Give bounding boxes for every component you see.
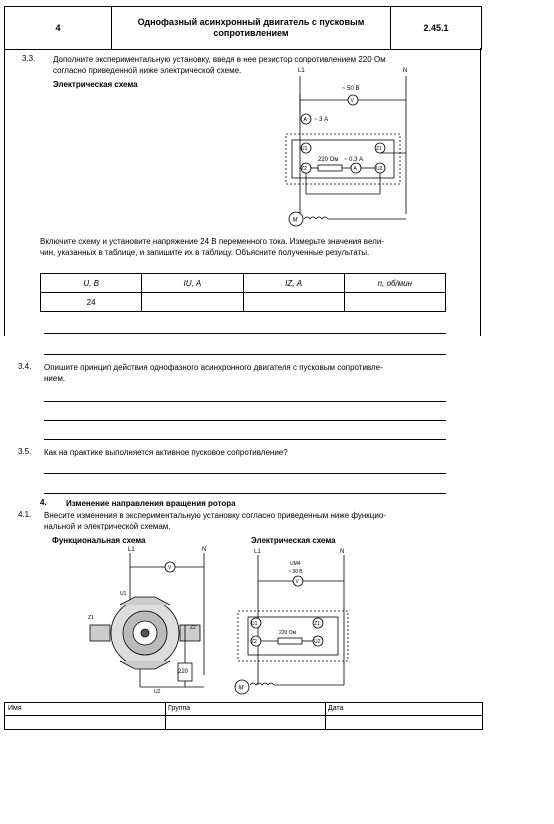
label-u1: U1 <box>120 591 127 597</box>
electrical-scheme-title: Электрическая схема <box>251 536 336 545</box>
task-text-line: Внесите изменения в экспериментальную установку согласно приведенным ниже функцио- <box>44 511 386 520</box>
label-u1: U1 <box>301 146 308 152</box>
table-header-cell: U, В <box>41 274 142 293</box>
label-ammeter-branch: A <box>353 166 357 172</box>
label-u2: U2 <box>154 689 161 695</box>
task-text-line: согласно приведенной ниже электрической схеме. <box>53 66 242 75</box>
answer-line[interactable] <box>44 354 446 355</box>
measurement-table <box>40 273 446 312</box>
electrical-scheme-2 <box>228 545 358 697</box>
answer-line[interactable] <box>44 420 446 421</box>
label-z1: Z1 <box>314 621 320 627</box>
table-row <box>41 293 446 312</box>
label-resistor: 220 <box>178 669 189 675</box>
label-l1: L1 <box>254 549 261 555</box>
footer-name-label: Имя <box>8 705 22 712</box>
functional-scheme <box>80 545 220 697</box>
label-l1: L1 <box>298 68 305 74</box>
label-resistor: 220 Ом <box>318 157 339 163</box>
group-field[interactable] <box>167 717 323 728</box>
footer-table <box>4 702 483 730</box>
task-number: 3.5. <box>18 447 32 456</box>
instruction-text <box>40 236 460 258</box>
section-4-title: Изменение направления вращения ротора <box>66 499 236 508</box>
label-z1: Z1 <box>376 146 382 152</box>
task-text-line: Опишите принцип действия однофазного асинхронного двигателя с пусковым сопротивле- <box>44 363 383 372</box>
table-cell[interactable] <box>344 293 445 312</box>
document-title: Однофазный асинхронный двигатель с пусковым сопротивлением <box>112 7 391 49</box>
label-z2: Z2 <box>301 166 307 172</box>
footer-group-label: Группа <box>168 705 191 712</box>
label-current-branch: ~ 0,3 А <box>344 157 364 163</box>
task-text: Как на практике выполняется активное пусковое сопротивление? <box>44 448 288 457</box>
label-n: N <box>340 549 345 555</box>
label-n: N <box>403 68 408 74</box>
label-voltage: ~ 30 В <box>288 569 303 575</box>
instruction-line: Включите схему и установите напряжение 24 В переменного тока. Измерьте значения вели- <box>40 237 384 246</box>
task-text-line: нием. <box>44 374 66 383</box>
label-um4: UM4 <box>290 561 301 567</box>
task-text <box>44 362 464 384</box>
label-ammeter: A <box>303 117 307 123</box>
document-header <box>4 6 482 50</box>
label-u1: U1 <box>251 621 258 627</box>
label-voltmeter: V <box>295 579 299 585</box>
table-header-row <box>41 274 446 293</box>
label-z2: Z2 <box>190 625 196 631</box>
date-field[interactable] <box>327 717 479 728</box>
table-cell[interactable] <box>142 293 243 312</box>
table-cell[interactable]: 24 <box>41 293 142 312</box>
table-cell[interactable] <box>243 293 344 312</box>
document-code: 2.45.1 <box>423 23 449 33</box>
label-voltmeter: V <box>168 565 172 571</box>
footer-divider <box>5 715 482 716</box>
page-border-left <box>4 48 5 336</box>
label-n: N <box>202 547 207 553</box>
electrical-scheme-1 <box>280 64 420 232</box>
answer-line[interactable] <box>44 473 446 474</box>
section-number: 4 <box>5 7 112 49</box>
functional-scheme-title: Функциональная схема <box>52 536 146 545</box>
name-field[interactable] <box>7 717 163 728</box>
answer-line[interactable] <box>44 493 446 494</box>
task-number: 4.1. <box>18 510 32 519</box>
table-header-cell: IZ, А <box>243 274 344 293</box>
task-text-line: Дополните экспериментальную установку, введя в нее резистор сопротивлением 220 Ом <box>53 55 386 64</box>
table-header-cell: IU, А <box>142 274 243 293</box>
task-text <box>44 510 464 532</box>
answer-line[interactable] <box>44 439 446 440</box>
page-border-right <box>480 48 481 336</box>
label-resistor: 220 Ом <box>279 630 297 636</box>
label-z2: Z2 <box>251 639 257 645</box>
section-4-number: 4. <box>40 498 47 507</box>
scheme-title: Электрическая схема <box>53 80 138 89</box>
label-u2: U2 <box>376 166 383 172</box>
instruction-line: чин, указанных в таблице, и запишите их в таблицу. Объясните полученные результаты. <box>40 248 370 257</box>
answer-line[interactable] <box>44 401 446 402</box>
label-voltmeter: V <box>350 98 354 104</box>
table-header-cell: n, об/мин <box>344 274 445 293</box>
label-z1: Z1 <box>88 615 94 621</box>
task-text-line: нальной и электрической схемам. <box>44 522 171 531</box>
label-motor: M <box>238 685 244 692</box>
answer-line[interactable] <box>44 333 446 334</box>
task-number: 3.4. <box>18 362 32 371</box>
label-motor: M <box>292 217 298 224</box>
footer-date-label: Дата <box>328 705 344 712</box>
label-u2: U2 <box>314 639 321 645</box>
label-l1: L1 <box>128 547 135 553</box>
task-number: 3.3. <box>22 54 36 63</box>
label-voltage: ~ 50 В <box>342 86 360 92</box>
label-current-main: ~ 3 А <box>314 117 329 123</box>
